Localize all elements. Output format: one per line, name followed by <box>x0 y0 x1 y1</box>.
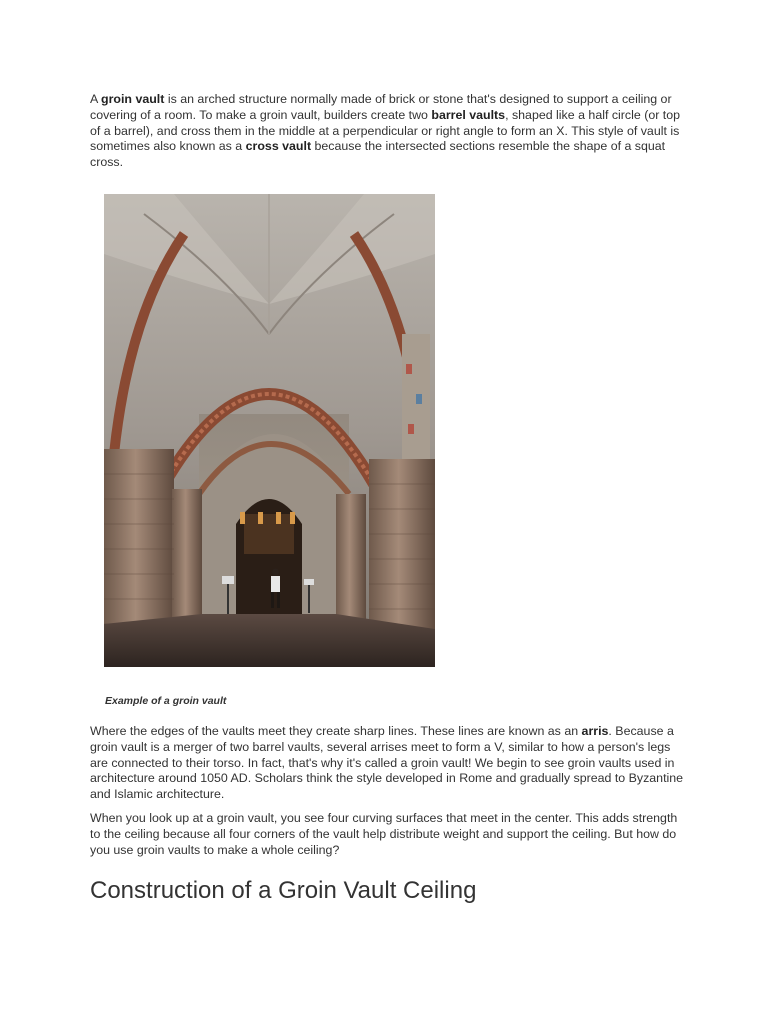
arris-paragraph <box>90 724 690 803</box>
text-run: A <box>90 92 102 106</box>
text-run: because the intersected sections resemble the shape of a squat cross. <box>90 139 666 170</box>
text-run: . Because a groin vault is a merger of two barrel vaults, several arrises meet to form a V, similar to how a person's legs are connected to their torso. In fact, that's why it's called a groin vault! We begin to see groin vaults used in architecture around 1050 AD. Scholars think the style developed in Rome and gradually spread to Byzantine and Islamic architecture. <box>90 724 684 802</box>
term-barrel-vaults: barrel vaults <box>431 107 506 122</box>
groin-vault-illustration <box>104 194 435 667</box>
section-heading: Construction of a Groin Vault Ceiling <box>90 877 477 904</box>
text-run: , shaped like a half circle (or top of a barrel), and cross them in the middle at a perpendicular or right angle to form an X. This style of vault is sometimes also known as a <box>90 107 681 154</box>
text-run: is an arched structure normally made of brick or stone that's designed to support a ceiling or covering of a room. To make a groin vault, builders create two <box>90 92 672 122</box>
groin-vault-photo <box>104 194 435 667</box>
term-cross-vault: cross vault <box>245 139 312 154</box>
figure-caption: Example of a groin vault <box>105 695 227 707</box>
term-arris: arris <box>581 724 609 738</box>
term-groin-vault: groin vault <box>101 92 165 106</box>
strength-paragraph: When you look up at a groin vault, you see four curving surfaces that meet in the center. This adds strength to the ceiling because all four corners of the vault help distribute weight and support the ceiling. But how do you use groin vaults to make a whole ceiling? <box>90 811 678 857</box>
text-run: Where the edges of the vaults meet they create sharp lines. These lines are known as an <box>90 724 582 738</box>
intro-paragraph <box>90 92 690 171</box>
